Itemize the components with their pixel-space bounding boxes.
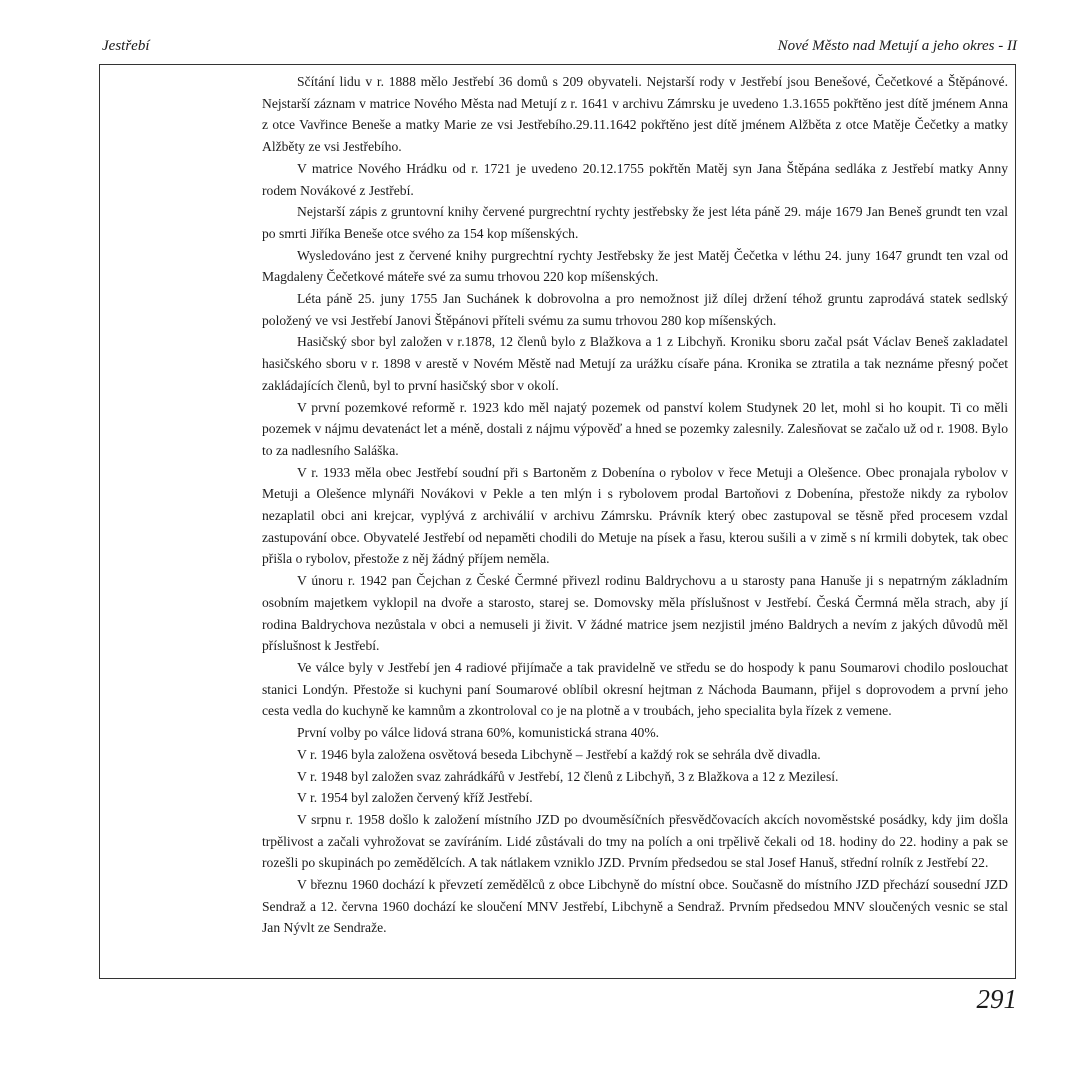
page-number: 291 <box>976 984 1017 1014</box>
paragraph: V r. 1946 byla založena osvětová beseda Libchyně – Jestřebí a každý rok se sehrála dvě divadla. <box>297 746 821 762</box>
paragraph: Ve válce byly v Jestřebí jen 4 radiové přijímače a tak pravidelně ve středu se do hospody k panu Soumarovi chodilo poslouchat stanici Londýn. Přestože si kuchyni paní Soumarové oblíbil okresní hejtman z Náchoda Baumann, přijel s doprovodem a první jeho cesta vedla do kuchyně ke kamnům a zkontroloval co je na plotně a v troubách, jeho specialita byla řízek z vemene. <box>262 659 1008 719</box>
paragraph: První volby po válce lidová strana 60%, komunistická strana 40%. <box>297 725 660 741</box>
paragraph: V r. 1948 byl založen svaz zahrádkářů v Jestřebí, 12 členů z Libchyň, 3 z Blažkova a 12 z Mezilesí. <box>297 768 839 784</box>
paragraph: V březnu 1960 dochází k převzetí zemědělců z obce Libchyně do místní obce. Současně do místního JZD přechází sousední JZD Sendraž a 12. června 1960 dochází ke sloučení MNV Jestřebí, Libchyně a Sendraž. Prvním předsedou MNV sloučených vesnic se stal Jan Nývlt ze Sendraže. <box>262 877 1008 936</box>
paragraph: Léta páně 25. juny 1755 Jan Suchánek k dobrovolna a pro nemožnost již dílej držení téhož gruntu zaprodává statek sedlský položený ve vsi Jestřebí Janovi Štěpánovi příteli svému za sumu trhovou 280 kop míšenských. <box>262 291 1008 328</box>
running-header-left: Jestřebí <box>102 38 150 54</box>
paragraph: V matrice Nového Hrádku od r. 1721 je uvedeno 20.12.1755 pokřtěn Matěj syn Jana Štěpána sedláka z Jestřebí matky Anny rodem Novákové z Jestřebí. <box>262 160 1008 198</box>
paragraph: Nejstarší zápis z gruntovní knihy červené purgrechtní rychty jestřebsky že jest léta páně 29. máje 1679 Jan Beneš grundt ten vzal po smrti Jiříka Beneše otce svého za 154 kop míšenských. <box>262 204 1008 241</box>
paragraph: Hasičský sbor byl založen v r.1878, 12 členů bylo z Blažkova a 1 z Libchyň. Kroniku sboru začal psát Václav Beneš zakladatel hasičského sboru v r. 1898 v arestě v Novém Městě nad Metují za urážku císaře pána. Kronika se ztratila a tak neznáme přesný počet zakládajících členů, byl to první hasičský sbor v okolí. <box>262 334 1008 393</box>
paragraph: Sčítání lidu v r. 1888 mělo Jestřebí 36 domů s 209 obyvateli. Nejstarší rody v Jestřebí jsou Benešové, Čečetkové a Štěpánové. Nejstarší záznam v matrice Nového Města nad Metují z r. 1641 v archivu Zámrsku je uvedeno 1.3.1655 pokřtěno jest dítě jménem Anna z otce Vavřince Beneše a matky Marie ze vsi Jestřebího.29.11.1642 pokřtěno jest dítě jménem Alžběta z otce Matěje Čečetky a matky Alžběty ze vsi Jestřebího. <box>262 74 1008 155</box>
paragraph: V únoru r. 1942 pan Čejchan z České Čermné přivezl rodinu Baldrychovu a u starosty pana Hanuše ji s nepatrným základním osobním majetkem vyklopil na dvoře a starosto, starej se. Domovsky měla příslušnost v Jestřebí. Česká Čermná měla strach, aby jí rodina Baldrychova nezůstala v obci a nemuseli ji živit. V žádné matrice jsem nezjistil jméno Baldrych a nevím z jakých důvodů měl příslušnost k Jestřebí. <box>262 573 1008 654</box>
paragraph: V srpnu r. 1958 došlo k založení místního JZD po dvouměsíčních přesvědčovacích akcích novoměstské posádky, kdy jim došla trpělivost a začali vyhrožovat se zavíráním. Lidé zůstávali do tmy na polích a oni trpělivě čekali od 18. hodiny do 22. hodiny a pak se rozešli po skupinách po zemědělcích. A tak nátlakem vzniklo JZD. Prvním předsedou se stal Josef Hanuš, střední rolník z Jestřebí 22. <box>262 811 1008 871</box>
paragraph: V r. 1933 měla obec Jestřebí soudní při s Bartoněm z Dobenína o rybolov v řece Metuji a Olešence. Obec pronajala rybolov v Metuji a Olešence mlynáři Novákovi v Pekle a ten mlýn i s rybolovem prodal Bartoňovi z Dobenína, přestože nikdy za rybolov nezaplatil obci ani krejcar, vyplývá z archiválií v archivu Zámrsku. Právník který obec zastupoval se těsně před procesem vzdal zastupování obce. Obyvatelé Jestřebí od nepaměti chodili do Metuje na písek a řasu, kterou sušili a v zimě s ní krmili dobytek, tak obec přišla o rybolov, přestože z něj žádný příjem neměla. <box>262 464 1008 567</box>
paragraph: V první pozemkové reformě r. 1923 kdo měl najatý pozemek od panství kolem Studynek 20 let, mohl si ho koupit. Ti co měli pozemek v nájmu devatenáct let a méně, dostali z nájmu výpověď a hned se pozemky zalesnily. Zalesňovat se začalo už od r. 1908. Bylo to za nadlesního Saláška. <box>262 399 1008 458</box>
paragraph: Wysledováno jest z červené knihy purgrechtní rychty Jestřebsky že jest Matěj Čečetka v léthu 24. juny 1647 grundt ten vzal od Magdaleny Čečetkové máteře své za sumu trhovou 220 kop míšenských. <box>262 247 1008 285</box>
body-text <box>262 71 1008 939</box>
running-header-right: Nové Město nad Metují a jeho okres - II <box>777 38 1017 54</box>
paragraph: V r. 1954 byl založen červený kříž Jestřebí. <box>297 790 533 806</box>
